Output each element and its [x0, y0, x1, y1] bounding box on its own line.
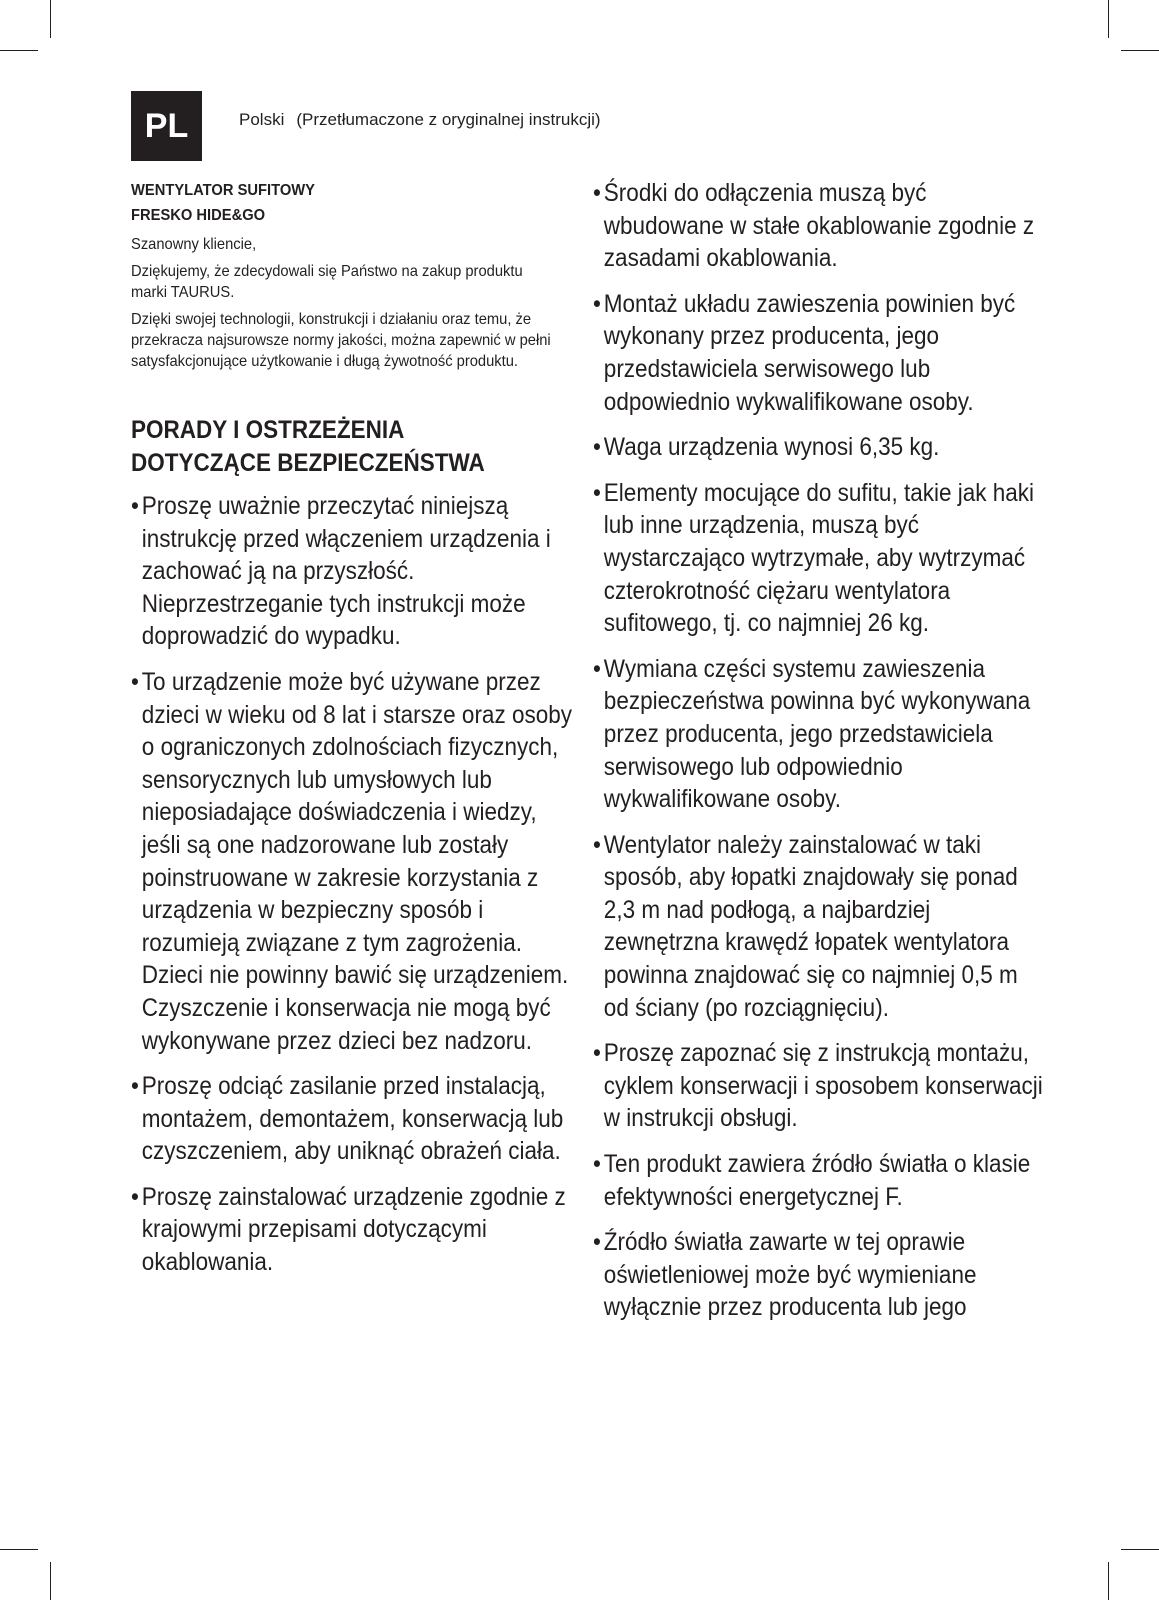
- bullet-icon: •: [593, 478, 601, 507]
- page-header: [239, 110, 601, 130]
- list-item: • Proszę odciąć zasilanie przed instalacją, montażem, demontażem, konserwacją lub czyszczeniem, aby uniknąć obrażeń ciała.: [131, 1072, 564, 1166]
- list-item: • Montaż układu zawieszenia powinien być wykonany przez producenta, jego przedstawiciela serwisowego lub odpowiednio wykwalifikowane osoby.: [593, 289, 1016, 416]
- crop-mark-top-left-h: [0, 50, 38, 51]
- crop-mark-top-right: [1108, 0, 1109, 38]
- list-item: • Środki do odłączenia muszą być wbudowane w stałe okablowanie zgodnie z zasadami okablowania.: [593, 179, 1035, 273]
- list-item: • To urządzenie może być używane przez dzieci w wieku od 8 lat i starsze oraz osoby o ograniczonych zdolnościach fizycznych, sensorycznych lub umysłowych lub nieposiadające doświadczenia i wiedzy, jeśli są one nadzorowane lub zostały poinstruowane w zakresie korzystania z urządzenia w bezpieczny sposób i rozumieją związane z tym zagrożenia. Dzieci nie powinny bawić się urządzeniem. Czyszczenie i konserwacja nie mogą być wykonywane przez dzieci bez nadzoru.: [131, 667, 573, 1055]
- crop-mark-top-right-h: [1121, 50, 1159, 51]
- technology-paragraph: Dzięki swojej technologii, konstrukcji i działaniu oraz temu, że przekracza najsurowsze normy jakości, można zapewnić w pełni satysfakcjonujące użytkowanie i długą żywotność produktu.: [131, 311, 551, 370]
- safety-list-left: [131, 490, 573, 1279]
- bullet-icon: •: [593, 289, 601, 318]
- bullet-icon: •: [593, 654, 601, 683]
- product-title: [131, 178, 527, 228]
- greeting: Szanowny kliencie,: [131, 236, 257, 253]
- bullet-icon: •: [131, 492, 139, 520]
- crop-mark-bottom-left-h: [0, 1549, 38, 1550]
- bullet-icon: •: [131, 1072, 139, 1101]
- bullet-icon: •: [131, 1182, 139, 1211]
- right-column: [593, 177, 1043, 1337]
- translation-note: (Przetłumaczone z oryginalnej instrukcji): [296, 110, 601, 129]
- list-item: • Ten produkt zawiera źródło światła o klasie efektywności energetycznej F.: [593, 1150, 1031, 1211]
- safety-list-right: [593, 177, 1043, 1324]
- product-title-line-1: WENTYLATOR SUFITOWY: [131, 182, 315, 199]
- list-item: • Proszę zainstalować urządzenie zgodnie z krajowymi przepisami dotyczącymi okablowania.: [131, 1182, 566, 1277]
- crop-mark-bottom-left: [50, 1562, 51, 1600]
- crop-mark-bottom-right: [1108, 1562, 1109, 1600]
- list-item: • Źródło światła zawarte w tej oprawie oświetleniowej może być wymieniane wyłącznie przez producenta lub jego: [593, 1228, 977, 1322]
- thanks-paragraph: Dziękujemy, że zdecydowali się Państwo na zakup produktu marki TAURUS.: [131, 263, 523, 301]
- safety-heading-line-2: DOTYCZĄCE BEZPIECZEŃSTWA: [131, 449, 485, 477]
- language-label: Polski: [239, 110, 285, 129]
- bullet-icon: •: [593, 1150, 601, 1179]
- safety-heading: [131, 414, 564, 480]
- bullet-icon: •: [131, 667, 139, 696]
- crop-mark-top-left: [50, 0, 51, 38]
- list-item: • Wentylator należy zainstalować w taki sposób, aby łopatki znajdowały się ponad 2,3 m nad podłogą, a najbardziej zewnętrzna krawędź łopatek wentylatora powinna znajdować się co najmniej 0,5 m od ściany (po rozciągnięciu).: [593, 830, 1018, 1022]
- bullet-icon: •: [593, 1228, 601, 1257]
- list-item: • Waga urządzenia wynosi 6,35 kg.: [593, 431, 1047, 464]
- language-badge: PL: [131, 91, 202, 161]
- bullet-icon: •: [593, 830, 601, 859]
- left-column: [131, 178, 573, 1292]
- list-item: • Proszę uważnie przeczytać niniejszą instrukcję przed włączeniem urządzenia i zachować ją na przyszłość. Nieprzestrzeganie tych instrukcji może doprowadzić do wypadku.: [131, 492, 551, 651]
- bullet-icon: •: [593, 1039, 601, 1068]
- safety-heading-line-1: PORADY I OSTRZEŻENIA: [131, 416, 405, 444]
- bullet-icon: •: [593, 433, 601, 462]
- bullet-icon: •: [593, 179, 601, 207]
- list-item: • Elementy mocujące do sufitu, takie jak haki lub inne urządzenia, muszą być wystarczająco wytrzymałe, aby wytrzymać czterokrotność ciężaru wentylatora sufitowego, tj. co najmniej 26 kg.: [593, 478, 1035, 638]
- list-item: • Proszę zapoznać się z instrukcją montażu, cyklem konserwacji i sposobem konserwacji w instrukcji obsługi.: [593, 1039, 1043, 1133]
- list-item: • Wymiana części systemu zawieszenia bezpieczeństwa powinna być wykonywana przez producenta, jego przedstawiciela serwisowego lub odpowiednio wykwalifikowane osoby.: [593, 654, 1031, 814]
- product-title-line-2: FRESKO HIDE&GO: [131, 207, 266, 224]
- crop-mark-bottom-right-h: [1121, 1549, 1159, 1550]
